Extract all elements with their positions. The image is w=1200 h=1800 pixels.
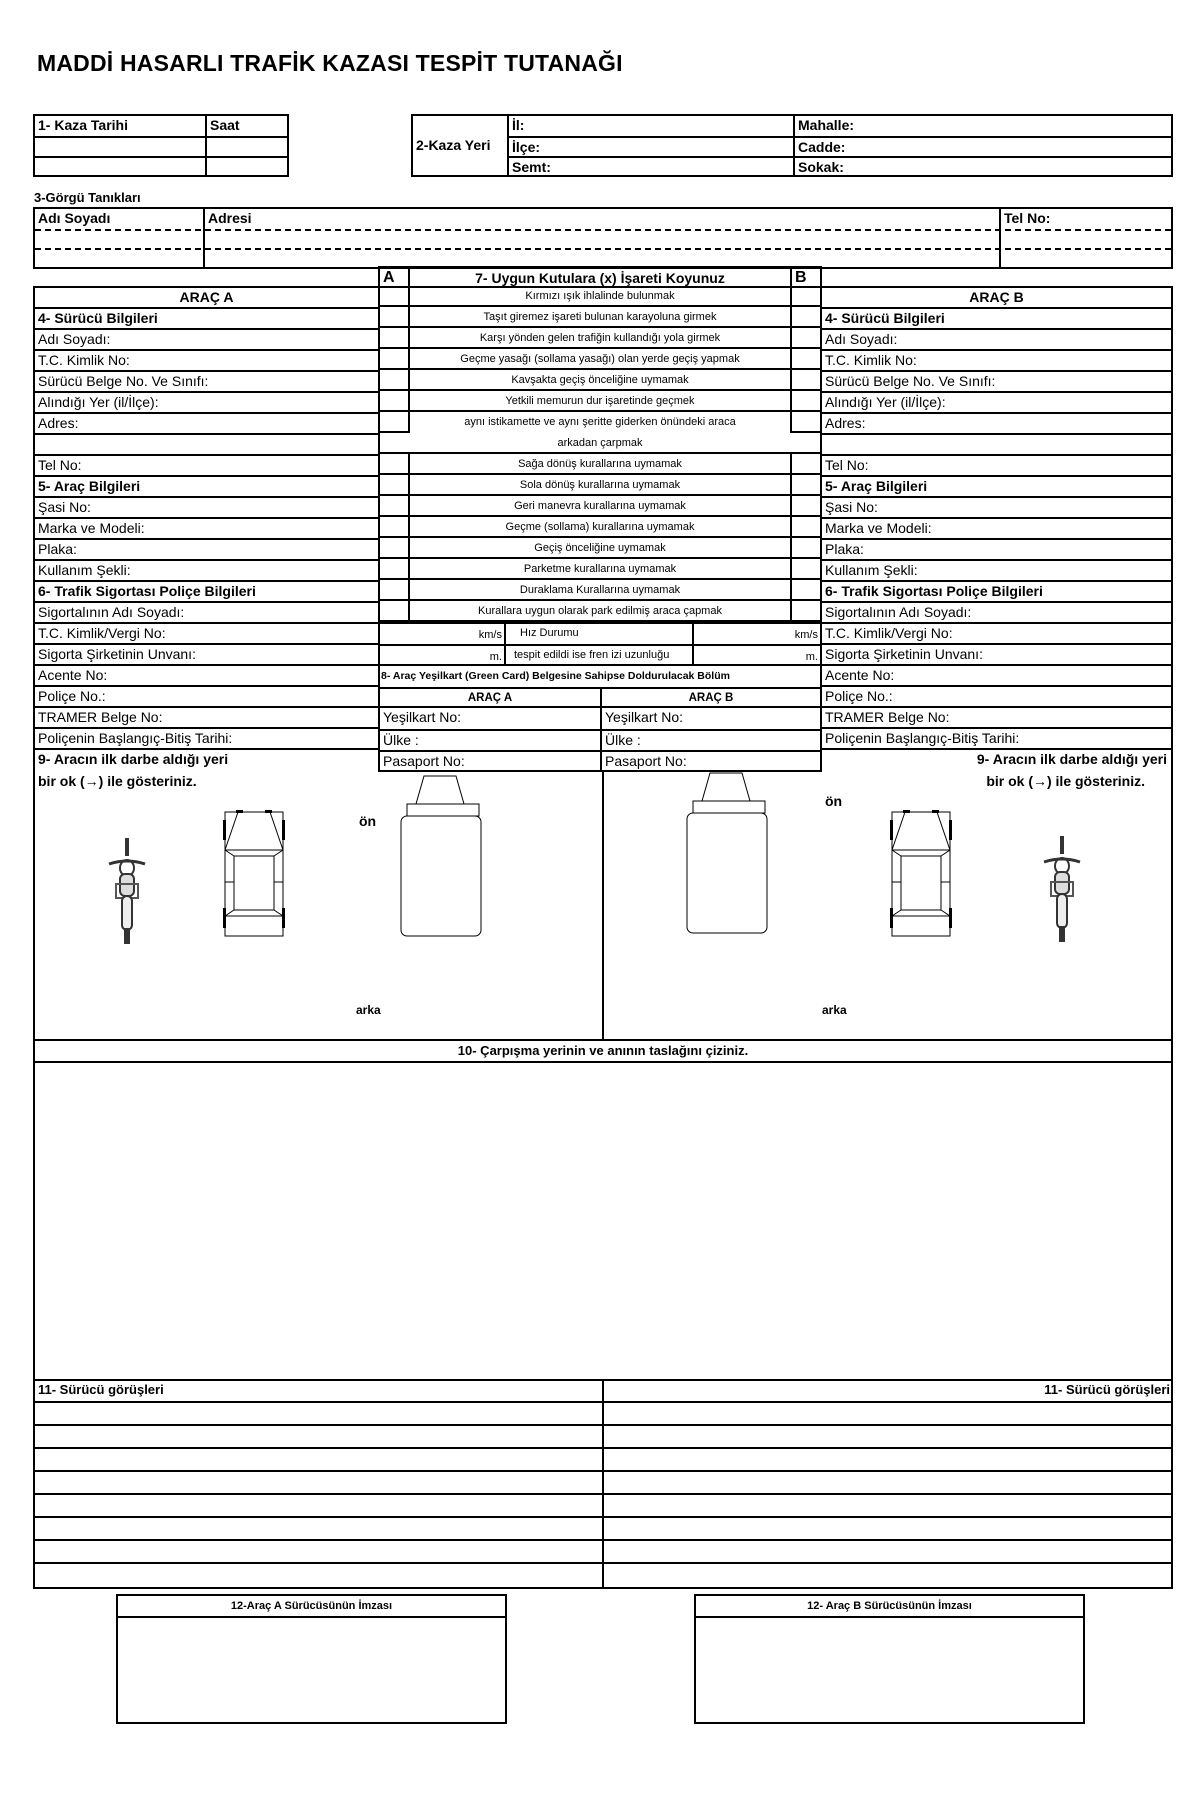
field-row[interactable]: Alındığı Yer (il/İlçe): xyxy=(822,393,1171,414)
car-icon-a[interactable] xyxy=(221,810,287,938)
opinion-line[interactable] xyxy=(35,1470,1171,1472)
violation-item: Yetkili memurun dur işaretinde geçmek xyxy=(408,391,792,412)
field-row[interactable]: Marka ve Modeli: xyxy=(35,519,378,540)
speed-row xyxy=(378,622,822,666)
brake-a-input[interactable] xyxy=(380,644,504,664)
neighborhood-field[interactable]: Mahalle: xyxy=(793,116,1171,136)
checkbox-b[interactable] xyxy=(790,559,822,580)
violation-item: Duraklama Kurallarına uymamak xyxy=(408,580,792,601)
passport-b[interactable]: Pasaport No: xyxy=(600,750,820,770)
field-row[interactable] xyxy=(822,435,1171,456)
impact-b-line2: bir ok (→) ile gösteriniz. xyxy=(986,773,1145,789)
violation-checklist xyxy=(378,286,822,666)
violation-item: Parketme kurallarına uymamak xyxy=(408,559,792,580)
checkbox-b[interactable] xyxy=(790,286,822,307)
accident-date-input[interactable] xyxy=(35,136,205,156)
checkbox-b[interactable] xyxy=(790,538,822,559)
violation-item: Kurallara uygun olarak park edilmiş araca çapmak xyxy=(408,601,792,622)
violation-item: arkadan çarpmak xyxy=(378,433,822,454)
checkbox-col-a-header xyxy=(378,266,410,288)
field-row[interactable]: Plaka: xyxy=(822,540,1171,561)
impact-a-line1: 9- Aracın ilk darbe aldığı yeri xyxy=(38,751,229,767)
checkbox-b[interactable] xyxy=(790,496,822,517)
checkbox-b[interactable] xyxy=(790,517,822,538)
violation-item: Geçiş önceliğine uymamak xyxy=(408,538,792,559)
field-row[interactable]: T.C. Kimlik/Vergi No: xyxy=(35,624,378,645)
car-icon-b[interactable] xyxy=(888,810,954,938)
section-heading: 4- Sürücü Bilgileri xyxy=(35,309,378,330)
checkbox-b[interactable] xyxy=(790,370,822,391)
witness-row-2[interactable] xyxy=(35,248,1171,267)
opinions-divider xyxy=(602,1379,604,1587)
field-row[interactable]: Tel No: xyxy=(822,456,1171,477)
sketch-header: 10- Çarpışma yerinin ve anının taslağını çiziniz. xyxy=(33,1041,1173,1063)
field-row[interactable]: T.C. Kimlik No: xyxy=(822,351,1171,372)
violation-item: Geçme (sollama) kurallarına uymamak xyxy=(408,517,792,538)
opinions-label-a: 11- Sürücü görüşleri xyxy=(38,1382,164,1397)
violation-item: aynı istikamette ve aynı şeritte giderken önündeki araca xyxy=(464,416,736,428)
rear-label-b: arka xyxy=(822,1003,847,1017)
field-row[interactable]: Acente No: xyxy=(822,666,1171,687)
violation-item: Taşıt giremez işareti bulunan karayoluna girmek xyxy=(408,307,792,328)
checkbox-a[interactable] xyxy=(378,349,410,370)
vehicle-b-table xyxy=(820,286,1173,750)
brake-a-unit: m. xyxy=(489,651,502,663)
green-card-no-b[interactable]: Yeşilkart No: xyxy=(600,708,820,729)
driver-opinions-section xyxy=(33,1379,1173,1589)
checkbox-a[interactable] xyxy=(378,517,410,538)
rear-label-a: arka xyxy=(356,1003,381,1017)
checkbox-b[interactable] xyxy=(790,328,822,349)
impact-b-line1: 9- Aracın ilk darbe aldığı yeri xyxy=(976,751,1167,767)
passport-a[interactable]: Pasaport No: xyxy=(380,750,600,770)
accident-time-input[interactable] xyxy=(205,136,287,156)
signature-b-label: 12- Araç B Sürücüsünün İmzası xyxy=(696,1596,1083,1618)
field-row[interactable]: Tel No: xyxy=(35,456,378,477)
motorcycle-icon-b[interactable] xyxy=(1042,836,1082,942)
opinion-line[interactable] xyxy=(35,1493,1171,1495)
impact-divider xyxy=(602,772,604,1039)
field-row[interactable]: T.C. Kimlik/Vergi No: xyxy=(822,624,1171,645)
accident-location-label: 2-Kaza Yeri xyxy=(416,137,491,153)
opinion-line[interactable] xyxy=(35,1516,1171,1518)
field-row[interactable]: Alındığı Yer (il/İlçe): xyxy=(35,393,378,414)
brake-b-unit: m. xyxy=(805,651,818,663)
checkbox-b[interactable] xyxy=(790,475,822,496)
violation-item: Geçme yasağı (sollama yasağı) olan yerde geçiş yapmak xyxy=(408,349,792,370)
checkbox-b[interactable] xyxy=(790,391,822,412)
opinion-line[interactable] xyxy=(35,1562,1171,1564)
checkbox-a[interactable] xyxy=(378,559,410,580)
country-b[interactable]: Ülke : xyxy=(600,729,820,750)
field-row[interactable]: Adı Soyadı: xyxy=(822,330,1171,351)
checkbox-a[interactable] xyxy=(378,454,410,475)
sketch-area[interactable] xyxy=(33,1063,1173,1381)
green-card-header: 8- Araç Yeşilkart (Green Card) Belgesine Sahipse Doldurulacak Bölüm xyxy=(381,670,730,682)
section-heading: 5- Araç Bilgileri xyxy=(822,477,1171,498)
field-row[interactable]: TRAMER Belge No: xyxy=(35,708,378,729)
checkbox-b[interactable] xyxy=(790,454,822,475)
field-row[interactable]: Kullanım Şekli: xyxy=(822,561,1171,582)
vehicle-a-table xyxy=(33,286,380,750)
speed-a-unit: km/s xyxy=(478,629,502,641)
checkbox-b[interactable] xyxy=(790,580,822,601)
field-row[interactable]: Sigorta Şirketinin Unvanı: xyxy=(35,645,378,666)
checkbox-a[interactable] xyxy=(378,412,410,433)
impact-diagram-section xyxy=(33,748,1173,1041)
field-row[interactable]: Plaka: xyxy=(35,540,378,561)
witness-address-header: Adresi xyxy=(203,209,999,267)
checkbox-b[interactable] xyxy=(790,601,822,622)
checkbox-a[interactable] xyxy=(378,475,410,496)
front-label-a: ön xyxy=(359,813,377,829)
brake-label: tespit edildi ise fren izi uzunluğu xyxy=(504,644,692,666)
field-row[interactable]: Şasi No: xyxy=(822,498,1171,519)
section-heading: 6- Trafik Sigortası Poliçe Bilgileri xyxy=(35,582,378,603)
field-row[interactable]: Sürücü Belge No. Ve Sınıfı: xyxy=(35,372,378,393)
field-row[interactable]: Kullanım Şekli: xyxy=(35,561,378,582)
opinion-line[interactable] xyxy=(35,1447,1171,1449)
checkbox-a[interactable] xyxy=(378,601,410,622)
violation-item: Geri manevra kurallarına uymamak xyxy=(408,496,792,517)
checkbox-a[interactable] xyxy=(378,286,410,307)
opinions-label-b: 11- Sürücü görüşleri xyxy=(1044,1382,1170,1397)
opinion-line[interactable] xyxy=(35,1401,1171,1403)
speed-label: Hız Durumu xyxy=(504,624,692,644)
violation-item: Karşı yönden gelen trafiğin kullandığı yola girmek xyxy=(408,328,792,349)
witness-phone-header: Tel No: xyxy=(999,209,1171,267)
opinion-line[interactable] xyxy=(35,1539,1171,1541)
field-row[interactable]: Sigortalının Adı Soyadı: xyxy=(35,603,378,624)
vehicle-a-title: ARAÇ A xyxy=(35,288,378,309)
area-field[interactable]: Semt: xyxy=(509,156,793,175)
checkbox-a[interactable] xyxy=(378,538,410,559)
checkbox-a[interactable] xyxy=(378,328,410,349)
green-card-col-b: ARAÇ B xyxy=(600,687,820,708)
field-row[interactable]: Adres: xyxy=(35,414,378,435)
section-heading: 5- Araç Bilgileri xyxy=(35,477,378,498)
accident-time-label: Saat xyxy=(205,116,287,136)
witness-row-1[interactable] xyxy=(35,229,1171,248)
signature-box-a[interactable] xyxy=(116,1594,507,1724)
truck-icon-b[interactable] xyxy=(686,772,772,936)
opinion-line[interactable] xyxy=(35,1424,1171,1426)
speed-b-unit: km/s xyxy=(794,629,818,641)
signature-a-label: 12-Araç A Sürücüsünün İmzası xyxy=(118,1596,505,1618)
section-heading: 4- Sürücü Bilgileri xyxy=(822,309,1171,330)
checkbox-b[interactable] xyxy=(790,349,822,370)
section-heading: 6- Trafik Sigortası Poliçe Bilgileri xyxy=(822,582,1171,603)
checkbox-section-header: 7- Uygun Kutulara (x) İşareti Koyunuz xyxy=(408,266,792,288)
field-row[interactable]: Acente No: xyxy=(35,666,378,687)
field-row[interactable]: T.C. Kimlik No: xyxy=(35,351,378,372)
field-row[interactable]: Sürücü Belge No. Ve Sınıfı: xyxy=(822,372,1171,393)
accident-date-table xyxy=(33,114,289,177)
field-row[interactable]: Poliçe No.: xyxy=(35,687,378,708)
checkbox-a[interactable] xyxy=(378,370,410,391)
accident-date-input-2[interactable] xyxy=(35,156,205,175)
vehicle-b-title: ARAÇ B xyxy=(822,288,1171,309)
witness-name-header: Adı Soyadı xyxy=(38,210,111,226)
accident-time-input-2[interactable] xyxy=(205,156,287,175)
accident-date-label: 1- Kaza Tarihi xyxy=(38,117,128,133)
checkbox-b[interactable] xyxy=(790,307,822,328)
front-label-b: ön xyxy=(825,793,843,809)
violation-item: Kavşakta geçiş önceliğine uymamak xyxy=(408,370,792,391)
col-a-label: A xyxy=(383,269,395,286)
province-field[interactable]: İl: xyxy=(512,117,525,133)
green-card-col-a: ARAÇ A xyxy=(380,687,600,708)
page-title: MADDİ HASARLI TRAFİK KAZASI TESPİT TUTANAĞI xyxy=(37,50,623,76)
field-row[interactable]: Sigortalının Adı Soyadı: xyxy=(822,603,1171,624)
brake-b-input[interactable] xyxy=(692,644,820,664)
impact-a-line2: bir ok (→) ile gösteriniz. xyxy=(38,773,197,789)
checkbox-a[interactable] xyxy=(378,307,410,328)
green-card-no-a[interactable]: Yeşilkart No: xyxy=(383,709,462,725)
truck-icon-a[interactable] xyxy=(400,775,486,939)
field-row[interactable]: Şasi No: xyxy=(35,498,378,519)
motorcycle-icon-a[interactable] xyxy=(107,838,147,944)
field-row[interactable]: TRAMER Belge No: xyxy=(822,708,1171,729)
speed-b-input[interactable] xyxy=(692,624,820,644)
violation-item: Sola dönüş kurallarına uymamak xyxy=(408,475,792,496)
district-field[interactable]: İlçe: xyxy=(509,136,793,156)
violation-item: Kırmızı ışık ihlalinde bulunmak xyxy=(408,286,792,307)
witnesses-table xyxy=(33,207,1173,269)
col-b-label: B xyxy=(795,269,807,286)
field-row[interactable]: Adres: xyxy=(822,414,1171,435)
checkbox-col-b-header xyxy=(790,266,822,288)
witnesses-label: 3-Görgü Tanıkları xyxy=(34,190,141,205)
accident-location-table xyxy=(411,114,1173,177)
avenue-field[interactable]: Cadde: xyxy=(793,136,1171,156)
checkbox-a[interactable] xyxy=(378,496,410,517)
checkbox-b[interactable] xyxy=(790,412,822,433)
field-row[interactable]: Poliçenin Başlangıç-Bitiş Tarihi: xyxy=(825,730,1020,746)
field-row[interactable]: Poliçenin Başlangıç-Bitiş Tarihi: xyxy=(38,730,233,746)
checkbox-a[interactable] xyxy=(378,580,410,601)
checkbox-a[interactable] xyxy=(378,391,410,412)
field-row[interactable]: Sigorta Şirketinin Unvanı: xyxy=(822,645,1171,666)
country-a[interactable]: Ülke : xyxy=(380,729,600,750)
field-row[interactable]: Adı Soyadı: xyxy=(35,330,378,351)
field-row[interactable] xyxy=(35,435,378,456)
speed-a-input[interactable] xyxy=(380,624,504,644)
violation-item: Sağa dönüş kurallarına uymamak xyxy=(408,454,792,475)
field-row[interactable]: Marka ve Modeli: xyxy=(822,519,1171,540)
field-row[interactable]: Poliçe No.: xyxy=(822,687,1171,708)
street-field[interactable]: Sokak: xyxy=(793,156,1171,175)
signature-box-b[interactable] xyxy=(694,1594,1085,1724)
